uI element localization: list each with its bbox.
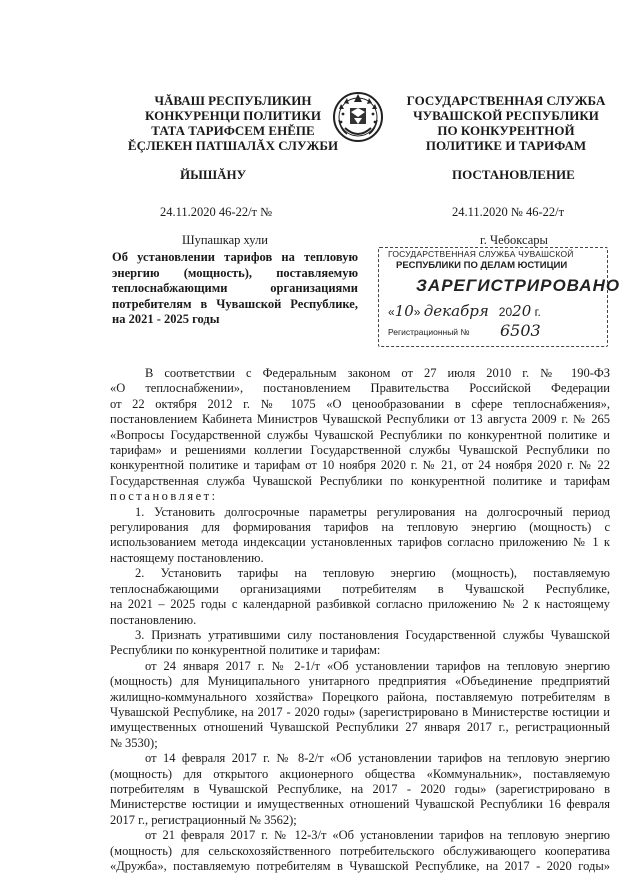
body-line: регулирования для формирования тарифов на тепловую энергию (мощность) с (110, 520, 610, 535)
body-line: (мощность) для открытого акционерного общества «Коммунальник», поставляемую (110, 766, 610, 781)
body-line: Государственная служба Чувашской Республики по конкурентной политике и тарифам (110, 473, 610, 488)
body-line: Республики по конкурентной политике и тарифам: (110, 643, 381, 658)
body-line: 3. Признать утратившими силу постановления Государственной службы Чувашской (135, 627, 610, 642)
document-body (110, 366, 610, 874)
place-chuvash: Шупашкар хули (182, 233, 268, 247)
title-line: энергию (мощность), поставляемую (112, 265, 358, 280)
body-line: от 24 января 2017 г. № 2-1/т «Об установлении тарифов на тепловую энергию (145, 658, 610, 673)
body-line: Чувашской Республике, на 2017 - 2020 годы» (зарегистрировано в Министерстве юстиции и (110, 704, 610, 719)
body-line: «Вопросы Государственной службы Чувашской Республики по конкурентной политике и (110, 427, 610, 442)
body-line: В соответствии с Федеральным законом от 27 июля 2010 г. № 190-ФЗ (145, 366, 610, 380)
body-line: жилищно-коммунального хозяйства» Порецкого района, поставляемую потребителям в (110, 689, 610, 704)
body-line: на 2021 – 2025 годы с календарной разбивкой согласно приложению № 2 к настоящему (110, 597, 610, 612)
body-line: от 21 февраля 2017 г. № 12-3/т «Об установлении тарифов на тепловую энергию (145, 828, 610, 843)
subitem-3 (110, 828, 610, 874)
subtitle-russian: ПОСТАНОВЛЕНИЕ (452, 167, 575, 182)
preamble (110, 366, 610, 505)
body-line: тарифам» и решениями коллегии Государственной службы Чувашской Республики по (110, 443, 610, 458)
subitem-1 (110, 659, 610, 751)
header-left-line: КОНКУРЕНЦИ ПОЛИТИКИ (145, 108, 321, 123)
subitem-2 (110, 751, 610, 828)
header-left-line: ĔÇЛЕКЕН ПАТШАЛĂХ СЛУЖБИ (127, 138, 339, 153)
title-line: потребителям в Чувашской Республике, (112, 296, 358, 311)
header-left-line: ТАТА ТАРИФСЕМ ЕНĔПЕ (151, 123, 315, 138)
body-line: постановлением Кабинета Министров Чувашской Республики от 13 августа 2009 г. № 265 (110, 412, 610, 427)
title-line: на 2021 - 2025 годы (112, 312, 220, 326)
body-line: от 22 октября 2012 г. № 1075 «О ценообразовании в сфере теплоснабжения», (110, 396, 610, 411)
body-line: использованием метода индексации установленных тарифов согласно приложению № 1 к (110, 535, 610, 550)
body-line: № 3530); (110, 735, 158, 750)
registration-stamp (378, 247, 621, 347)
body-line: (мощность) для Муниципального унитарного предприятия «Объединение предприятий (110, 674, 610, 689)
stamp-registered: ЗАРЕГИСТРИРОВАНО (416, 276, 621, 295)
item-1 (110, 505, 610, 567)
body-line: от 14 февраля 2017 г. № 8-2/т «Об установлении тарифов на тепловую энергию (145, 751, 610, 766)
stamp-year: 20 (512, 302, 532, 320)
header-right-line: ЧУВАШСКОЙ РЕСПУБЛИКИ (413, 108, 599, 123)
body-line: «О теплоснабжении», постановлением Правительства Российской Федерации (110, 381, 610, 396)
title-line: Об установлении тарифов на тепловую (112, 250, 358, 264)
stamp-year-suffix: г. (534, 305, 541, 319)
body-line: Министерстве юстиции и имущественных отношений Чувашской Республики 16 февраля (110, 797, 610, 812)
header-right-russian (402, 93, 610, 153)
header-right-line: ГОСУДАРСТВЕННАЯ СЛУЖБА (406, 93, 606, 108)
chuvash-republic-emblem-icon (327, 84, 389, 146)
stamp-year-prefix: 20 (498, 305, 513, 319)
stamp-authority-line1: ГОСУДАРСТВЕННАЯ СЛУЖБА ЧУВАШСКОЙ (388, 249, 574, 259)
stamp-authority-line2: РЕСПУБЛИКИ ПО ДЕЛАМ ЮСТИЦИИ (396, 260, 568, 271)
body-line: конкурентной политике и тарифам от 10 ноября 2020 г. № 21, от 24 ноября 2020 г. № 22 (110, 458, 610, 473)
body-line: потребителям в Чувашской Республике, на 2017 - 2020 годы» (зарегистрировано в (110, 781, 610, 796)
header-right-line: ПО КОНКУРЕНТНОЙ (437, 123, 575, 138)
item-3 (110, 628, 610, 659)
body-line: 2017 г., регистрационный № 3562); (110, 812, 297, 827)
stamp-day: 10 (394, 302, 414, 320)
header-right-line: ПОЛИТИКЕ И ТАРИФАМ (425, 138, 587, 153)
item-2 (110, 566, 610, 628)
decree-word: постановляет: (110, 489, 218, 504)
subtitle-chuvash: ЙЫШĂНУ (180, 167, 247, 182)
date-number-chuvash: 24.11.2020 46-22/т № (160, 205, 273, 219)
body-line: «Дружба», поставляемую потребителям в Чувашской Республике, на 2017 - 2020 годы» (110, 859, 610, 873)
stamp-month: декабря (423, 302, 489, 320)
stamp-reg-label: Регистрационный № (388, 327, 470, 337)
body-line: имущественных отношений Чувашской Республики 27 января 2017 г., регистрационный (110, 720, 610, 735)
body-line: теплоснабжающими организациями потребителям в Чувашской Республике, (110, 581, 610, 596)
stamp-reg-number: 6503 (500, 321, 541, 340)
place-russian: г. Чебоксары (480, 233, 548, 247)
stamp-date: «10» декабря 2020 г. (388, 302, 541, 320)
body-line: 2. Установить тарифы на тепловую энергию (мощность), поставляемую (135, 566, 610, 581)
body-line: 1. Установить долгосрочные параметры регулирования на долгосрочный период (135, 504, 610, 519)
header-left-chuvash (108, 93, 358, 153)
title-line: теплоснабжающими организациями (112, 281, 358, 295)
header-left-line: ЧĂВАШ РЕСПУБЛИКИН (154, 93, 312, 108)
date-number-russian: 24.11.2020 № 46-22/т (452, 205, 565, 219)
document-title (112, 250, 358, 328)
body-line: (мощность) для сельскохозяйственного потребительского обслуживающего кооператива (110, 843, 610, 858)
body-line: настоящему постановлению. (110, 550, 264, 565)
body-line: постановлению. (110, 612, 197, 627)
